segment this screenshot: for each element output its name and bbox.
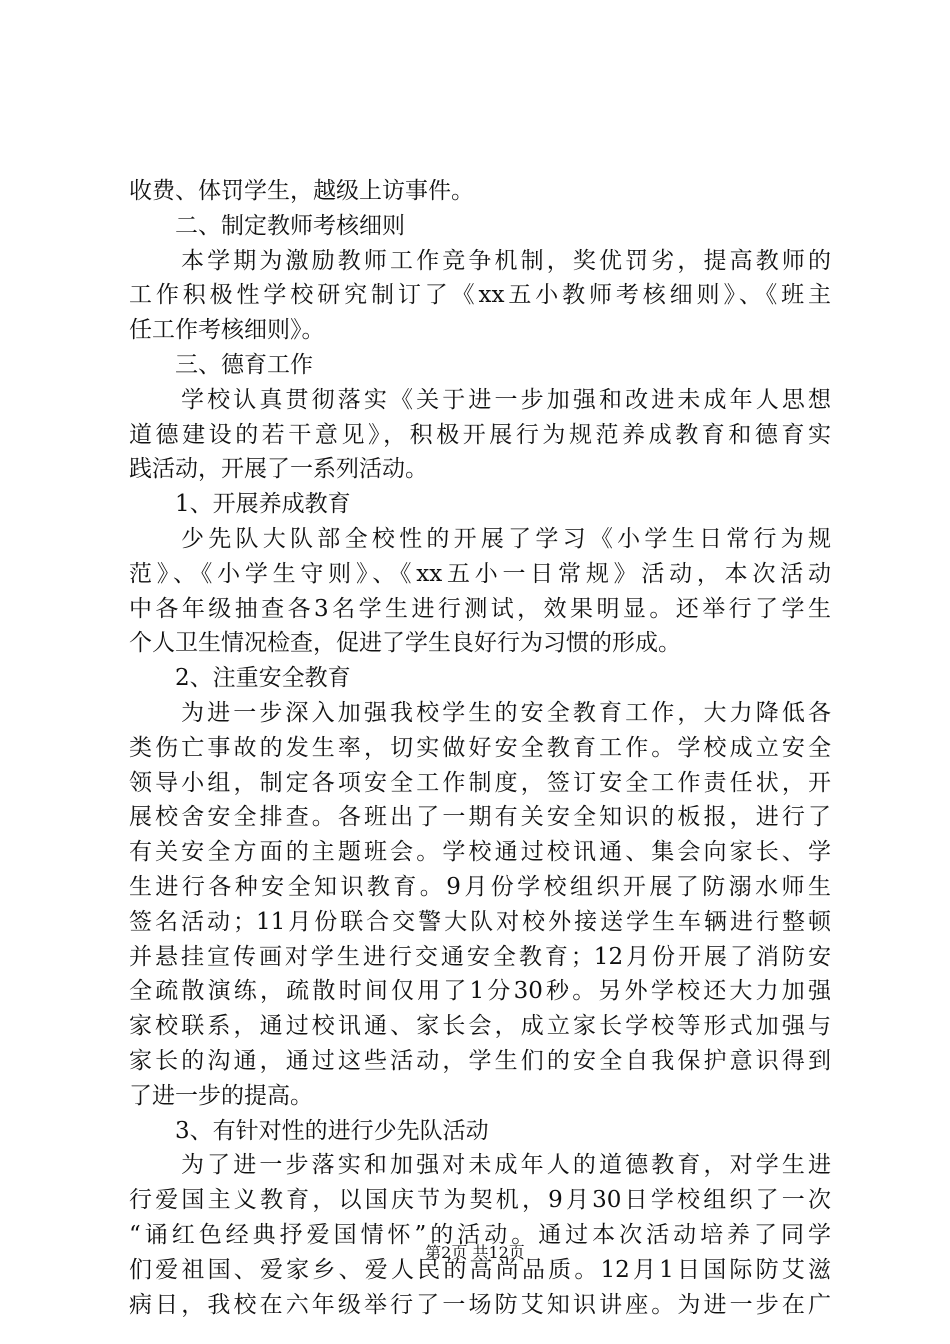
body-text-line: 家长的沟通，通过这些活动，学生们的安全自我保护意识得到 bbox=[129, 1047, 831, 1074]
body-text-line: 个人卫生情况检查，促进了学生良好行为习惯的形成。 bbox=[129, 630, 681, 657]
body-text-line: 为了进一步落实和加强对未成年人的道德教育，对学生进 bbox=[181, 1152, 831, 1179]
body-text-line: 病日，我校在六年级举行了一场防艾知识讲座。为进一步在广 bbox=[129, 1291, 831, 1318]
page-footer: 第2页 共12页 bbox=[425, 1243, 525, 1262]
body-text-line: 本学期为激励教师工作竞争机制，奖优罚劣，提高教师的 bbox=[181, 247, 831, 274]
body-text-line: 学校认真贯彻落实《关于进一步加强和改进未成年人思想 bbox=[181, 386, 831, 413]
body-text-line: 行爱国主义教育，以国庆节为契机，9月30日学校组织了一次 bbox=[129, 1187, 831, 1214]
body-text-line: 展校舍安全排查。各班出了一期有关安全知识的板报，进行了 bbox=[129, 804, 831, 831]
section-heading-line: 三、德育工作 bbox=[175, 351, 313, 378]
body-text-line: 工作积极性学校研究制订了《xx五小教师考核细则》、《班主 bbox=[129, 282, 831, 309]
body-text-line: 并悬挂宣传画对学生进行交通安全教育；12月份开展了消防安 bbox=[129, 943, 831, 970]
body-text-line: 生进行各种安全知识教育。9月份学校组织开展了防溺水师生 bbox=[129, 873, 831, 900]
body-text-line: 任工作考核细则》。 bbox=[129, 317, 325, 344]
body-text-line: 签名活动；11月份联合交警大队对校外接送学生车辆进行整顿 bbox=[129, 908, 831, 935]
body-text-line: 范》、《小学生守则》、《xx五小一日常规》活动，本次活动 bbox=[129, 560, 831, 587]
section-heading-line: 二、制定教师考核细则 bbox=[175, 212, 405, 239]
body-text-line: 少先队大队部全校性的开展了学习《小学生日常行为规 bbox=[181, 525, 831, 552]
body-text-line: 领导小组，制定各项安全工作制度，签订安全工作责任状，开 bbox=[129, 769, 831, 796]
body-text-line: 全疏散演练，疏散时间仅用了1分30秒。另外学校还大力加强 bbox=[129, 978, 831, 1005]
section-heading-line: 1、开展养成教育 bbox=[175, 491, 351, 518]
body-text-line: 们爱祖国、爱家乡、爱人民的高尚品质。12月1日国际防艾滋 bbox=[129, 1256, 831, 1283]
body-text-line: 为进一步深入加强我校学生的安全教育工作，大力降低各 bbox=[181, 699, 831, 726]
body-text-line: 道德建设的若干意见》，积极开展行为规范养成教育和德育实 bbox=[129, 421, 831, 448]
body-text-line: 中各年级抽查各3名学生进行测试，效果明显。还举行了学生 bbox=[129, 595, 831, 622]
section-heading-line: 2、注重安全教育 bbox=[175, 665, 351, 692]
body-text-line: 类伤亡事故的发生率，切实做好安全教育工作。学校成立安全 bbox=[129, 734, 831, 761]
body-text-line: 了进一步的提高。 bbox=[129, 1082, 313, 1109]
section-heading-line: 3、有针对性的进行少先队活动 bbox=[175, 1117, 489, 1144]
body-text-line: 践活动，开展了一系列活动。 bbox=[129, 456, 428, 483]
body-text-line: 家校联系，通过校讯通、家长会，成立家长学校等形式加强与 bbox=[129, 1013, 831, 1040]
document-body bbox=[129, 174, 831, 1322]
body-text-line: 有关安全方面的主题班会。学校通过校讯通、集会向家长、学 bbox=[129, 839, 831, 866]
body-text-line: 收费、体罚学生，越级上访事件。 bbox=[129, 178, 474, 204]
body-text-line: “诵红色经典抒爱国情怀”的活动。通过本次活动培养了同学 bbox=[129, 1221, 831, 1248]
